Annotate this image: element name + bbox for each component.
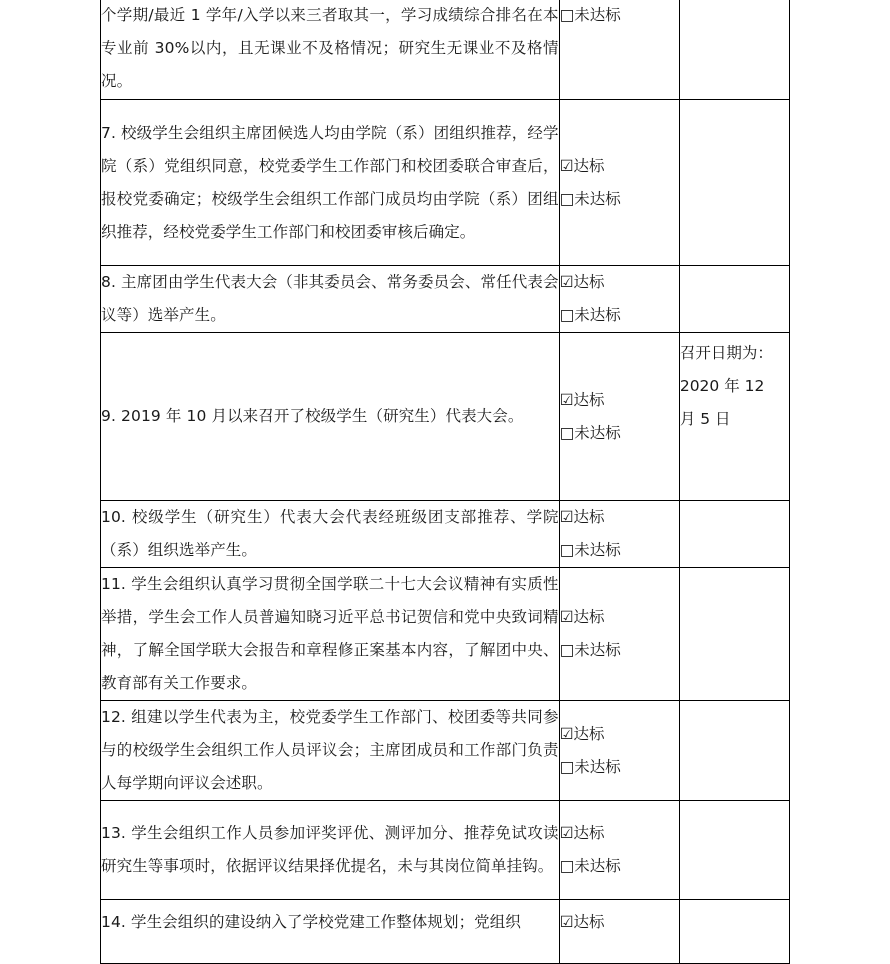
table-row xyxy=(101,333,790,501)
criteria-table xyxy=(100,0,790,964)
status-cell xyxy=(559,701,679,801)
status-met: ☑达标 xyxy=(559,273,605,291)
criterion-text: 12. 组建以学生代表为主，校党委学生工作部门、校团委等共同参与的校级学生会组织工作人员评议会；主席团成员和工作部门负责人每学期向评议会述职。 xyxy=(101,701,560,801)
status-met: ☑达标 xyxy=(559,724,605,743)
note-cell xyxy=(679,900,789,964)
table-row xyxy=(101,568,790,701)
status-not-met: □未达标 xyxy=(559,641,621,659)
note-cell xyxy=(679,501,789,568)
table-row xyxy=(101,900,790,964)
status-cell xyxy=(559,100,679,266)
status-not-met: □未达标 xyxy=(559,189,621,208)
note-cell xyxy=(679,100,789,266)
status-cell xyxy=(559,0,679,100)
criterion-text: 7. 校级学生会组织主席团候选人均由学院（系）团组织推荐，经学院（系）党组织同意，校党委学生工作部门和校团委联合审查后，报校党委确定；校级学生会组织工作部门成员均由学院（系）团组织推荐，经校党委学生工作部门和校团委审核后确定。 xyxy=(101,100,560,266)
status-not-met: □未达标 xyxy=(559,541,621,559)
note-cell xyxy=(679,801,789,900)
status-cell xyxy=(559,333,679,501)
meeting-date-label: 召开日期为： xyxy=(679,344,773,362)
status-not-met: □未达标 xyxy=(559,423,621,442)
status-met: ☑达标 xyxy=(559,913,605,931)
meeting-date-year: 2020 年 12 xyxy=(679,377,765,395)
table-row xyxy=(101,266,790,333)
status-not-met: □未达标 xyxy=(559,757,621,776)
status-cell xyxy=(559,266,679,333)
note-cell xyxy=(679,0,789,100)
note-cell xyxy=(679,701,789,801)
table-row xyxy=(101,701,790,801)
note-cell xyxy=(679,333,789,501)
criterion-text: 13. 学生会组织工作人员参加评奖评优、测评加分、推荐免试攻读研究生等事项时，依据评议结果择优提名，未与其岗位简单挂钩。 xyxy=(101,801,560,900)
criterion-text: 10. 校级学生（研究生）代表大会代表经班级团支部推荐、学院（系）组织选举产生。 xyxy=(101,501,560,568)
table-row xyxy=(101,501,790,568)
table-row xyxy=(101,100,790,266)
note-cell xyxy=(679,568,789,701)
criterion-text: 个学期/最近 1 学年/入学以来三者取其一，学习成绩综合排名在本专业前 30%以内，且无课业不及格情况；研究生无课业不及格情况。 xyxy=(101,0,560,100)
status-cell xyxy=(559,568,679,701)
meeting-date-day: 月 5 日 xyxy=(679,410,731,428)
status-not-met: □未达标 xyxy=(559,306,621,324)
status-cell xyxy=(559,501,679,568)
criterion-text: 11. 学生会组织认真学习贯彻全国学联二十七大会议精神有实质性举措，学生会工作人员普遍知晓习近平总书记贺信和党中央致词精神，了解全国学联大会报告和章程修正案基本内容，了解团中央、教育部有关工作要求。 xyxy=(101,568,560,701)
criterion-text: 8. 主席团由学生代表大会（非其委员会、常务委员会、常任代表会议等）选举产生。 xyxy=(101,266,560,333)
status-met: ☑达标 xyxy=(559,508,605,526)
status-met: ☑达标 xyxy=(559,824,605,842)
status-cell xyxy=(559,801,679,900)
table-row xyxy=(101,801,790,900)
status-cell xyxy=(559,900,679,964)
status-met: ☑达标 xyxy=(559,390,605,409)
note-cell xyxy=(679,266,789,333)
status-met: ☑达标 xyxy=(559,156,605,175)
status-met: ☑达标 xyxy=(559,608,605,626)
status-not-met: □未达标 xyxy=(559,6,621,24)
criterion-text: 9. 2019 年 10 月以来召开了校级学生（研究生）代表大会。 xyxy=(101,333,560,501)
status-not-met: □未达标 xyxy=(559,857,621,875)
table-row xyxy=(101,0,790,100)
criterion-text: 14. 学生会组织的建设纳入了学校党建工作整体规划；党组织 xyxy=(101,900,560,964)
